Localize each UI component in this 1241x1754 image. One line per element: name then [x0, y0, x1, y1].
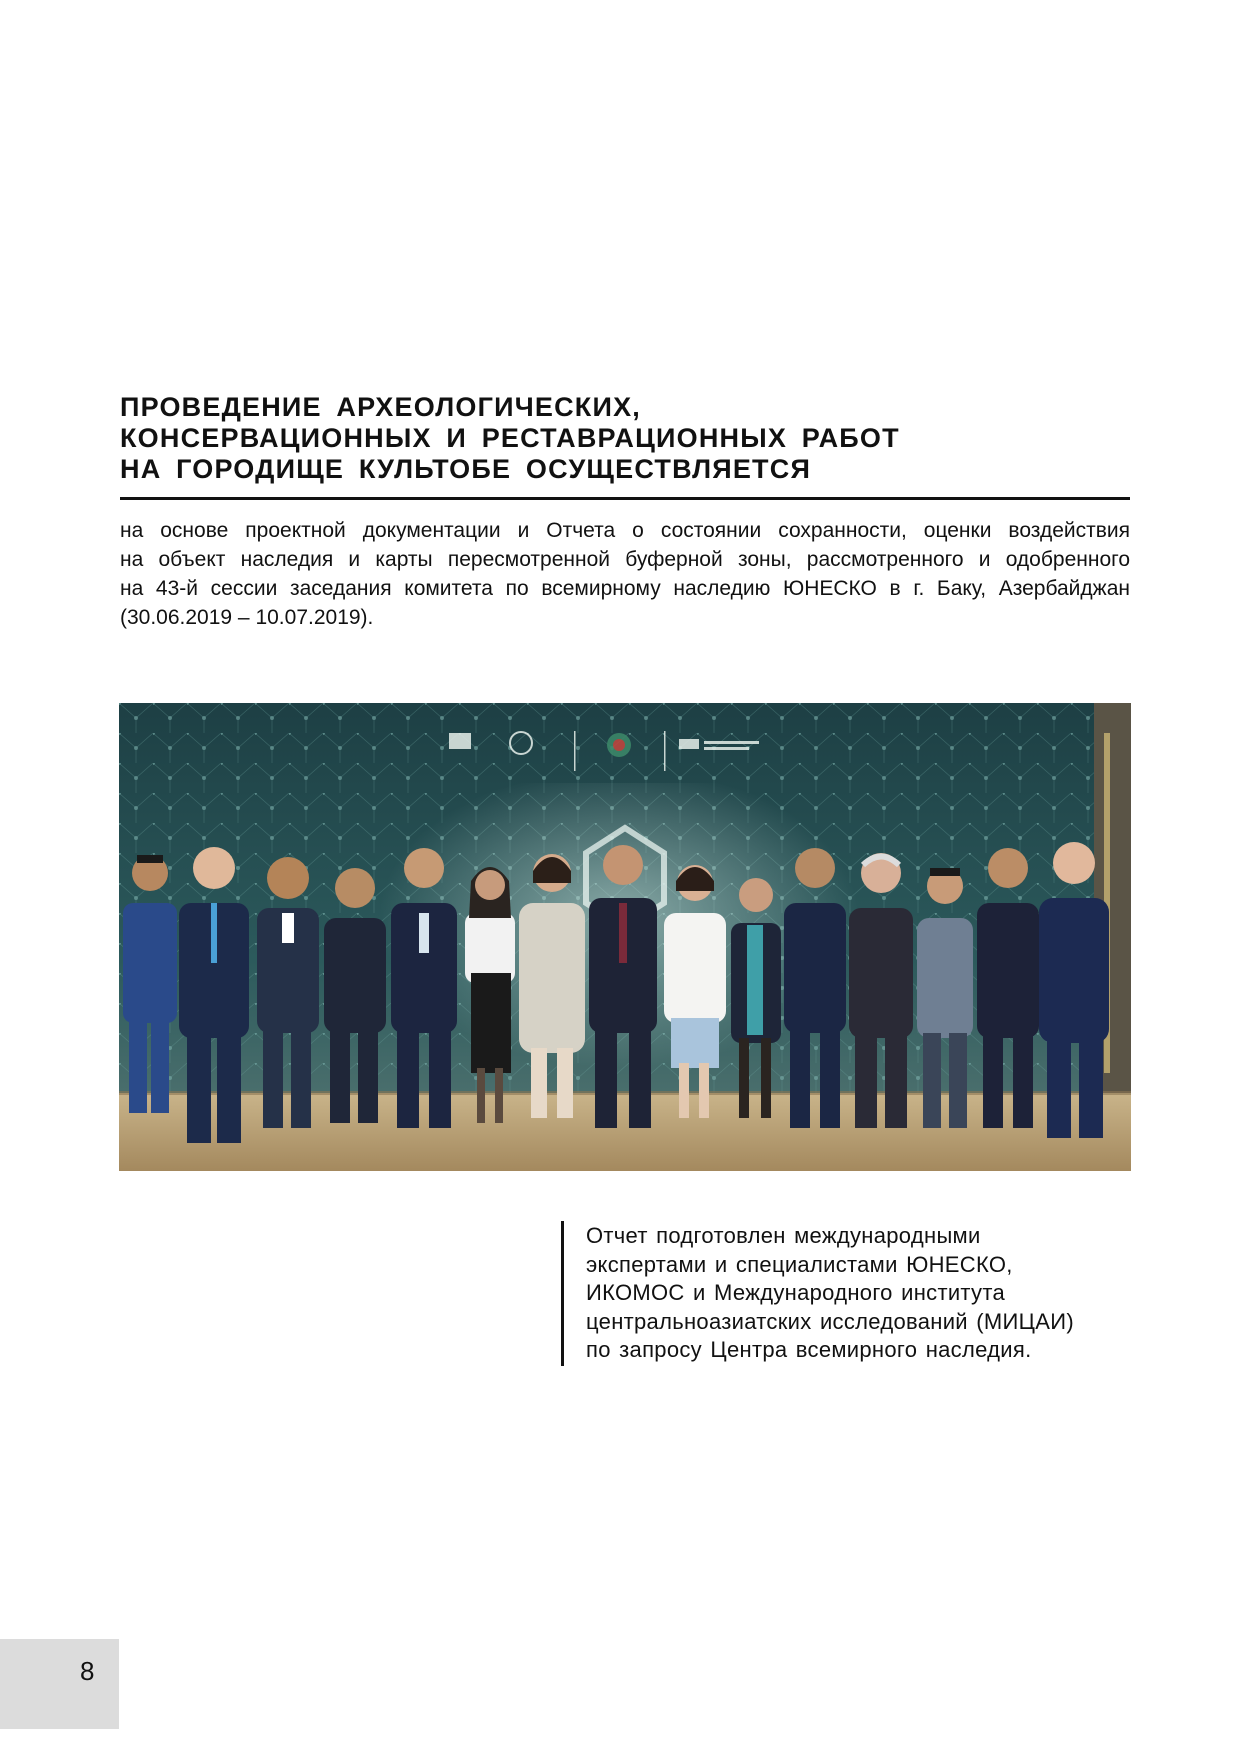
- note-line-5: по запросу Центра всемирного наследия.: [586, 1337, 1032, 1362]
- heading-divider: [120, 497, 1130, 500]
- note-line-4: центральноазиатских исследований (МИЦАИ): [586, 1308, 1074, 1334]
- note-line-3: ИКОМОС и Международного института: [586, 1280, 1006, 1305]
- intro-line-4: (30.06.2019 – 10.07.2019).: [120, 606, 374, 629]
- heading-line-3: НА ГОРОДИЩЕ КУЛЬТОБЕ ОСУЩЕСТВЛЯЕТСЯ: [120, 454, 812, 484]
- intro-paragraph: [120, 516, 1130, 632]
- page-number-box: [0, 1639, 119, 1729]
- note-line-1: Отчет подготовлен международными: [586, 1223, 981, 1248]
- heading-line-1: ПРОВЕДЕНИЕ АРХЕОЛОГИЧЕСКИХ,: [120, 392, 641, 422]
- note-accent-bar: [561, 1221, 564, 1366]
- note-line-2: экспертами и специалистами ЮНЕСКО,: [586, 1251, 1013, 1277]
- intro-line-3: на 43-й сессии заседания комитета по всемирному наследию ЮНЕСКО в г. Баку, Азербайджан: [120, 577, 1130, 600]
- intro-line-1: на основе проектной документации и Отчета о состоянии сохранности, оценки воздействия: [120, 519, 1130, 542]
- intro-line-2: на объект наследия и карты пересмотренной буферной зоны, рассмотренного и одобренного: [120, 548, 1130, 571]
- heading-line-2: КОНСЕРВАЦИОННЫХ И РЕСТАВРАЦИОННЫХ РАБОТ: [120, 423, 900, 453]
- section-heading: [120, 392, 1130, 485]
- page-number: 8: [80, 1656, 95, 1686]
- group-photo: [119, 703, 1131, 1171]
- side-note: [586, 1222, 1126, 1365]
